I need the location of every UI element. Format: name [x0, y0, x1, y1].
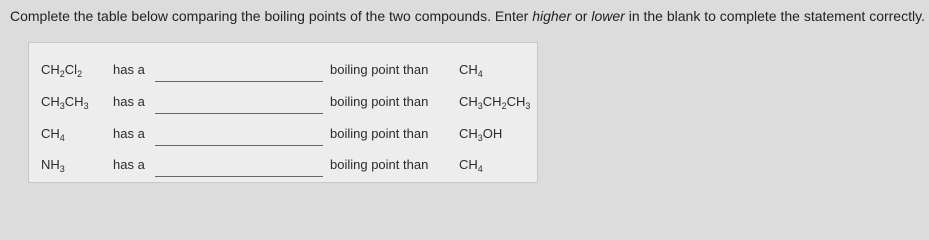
comparison-row — [29, 150, 537, 180]
formula-symbol: Cl — [64, 62, 78, 77]
formula-symbol: NH — [41, 157, 60, 172]
answer-blank[interactable] — [155, 131, 323, 146]
compound-b — [459, 126, 502, 141]
formula-symbol: CH — [459, 94, 478, 109]
comparison-label: boiling point than — [330, 157, 429, 172]
formula-symbol: CH — [459, 126, 478, 141]
formula-subscript: 4 — [59, 133, 65, 143]
formula-symbol: CH — [506, 94, 526, 109]
formula-subscript: 4 — [477, 164, 483, 174]
compound-a — [41, 62, 82, 77]
comparison-row — [29, 87, 537, 117]
instructions-part1: Complete the table below comparing the boiling points of the two compounds. Enter — [10, 8, 533, 24]
comparison-row — [29, 119, 537, 149]
compound-b — [459, 94, 530, 109]
formula-subscript: 2 — [59, 69, 65, 79]
comparison-row — [29, 55, 537, 85]
comparison-label: boiling point than — [330, 126, 429, 141]
instructions-or: or — [571, 8, 592, 24]
formula-symbol: CH — [41, 94, 60, 109]
answer-blank[interactable] — [155, 162, 323, 177]
compound-a — [41, 126, 65, 141]
compound-b — [459, 157, 483, 172]
comparison-table — [28, 42, 538, 183]
compound-b — [459, 62, 483, 77]
instructions-higher: higher — [532, 8, 572, 24]
formula-subscript: 3 — [59, 164, 65, 174]
formula-symbol: OH — [482, 126, 503, 141]
has-a-label: has a — [113, 94, 145, 109]
formula-subscript: 4 — [477, 69, 483, 79]
formula-symbol: CH — [459, 157, 478, 172]
has-a-label: has a — [113, 62, 145, 77]
formula-symbol: CH — [64, 94, 84, 109]
formula-symbol: CH — [41, 62, 60, 77]
compound-a — [41, 94, 89, 109]
has-a-label: has a — [113, 126, 145, 141]
compound-a — [41, 157, 65, 172]
instructions-text — [10, 6, 925, 26]
answer-blank[interactable] — [155, 99, 323, 114]
formula-subscript: 3 — [83, 101, 89, 111]
instructions-part2: in the blank to complete the statement correctly. — [624, 8, 925, 24]
formula-subscript: 2 — [77, 69, 83, 79]
formula-subscript: 3 — [59, 101, 65, 111]
comparison-label: boiling point than — [330, 94, 429, 109]
instructions-lower: lower — [591, 8, 625, 24]
formula-subscript: 3 — [477, 133, 483, 143]
comparison-label: boiling point than — [330, 62, 429, 77]
answer-blank[interactable] — [155, 67, 323, 82]
formula-symbol: CH — [41, 126, 60, 141]
formula-subscript: 3 — [525, 101, 531, 111]
formula-subscript: 3 — [477, 101, 483, 111]
has-a-label: has a — [113, 157, 145, 172]
formula-symbol: CH — [459, 62, 478, 77]
formula-symbol: CH — [482, 94, 502, 109]
formula-subscript: 2 — [501, 101, 507, 111]
